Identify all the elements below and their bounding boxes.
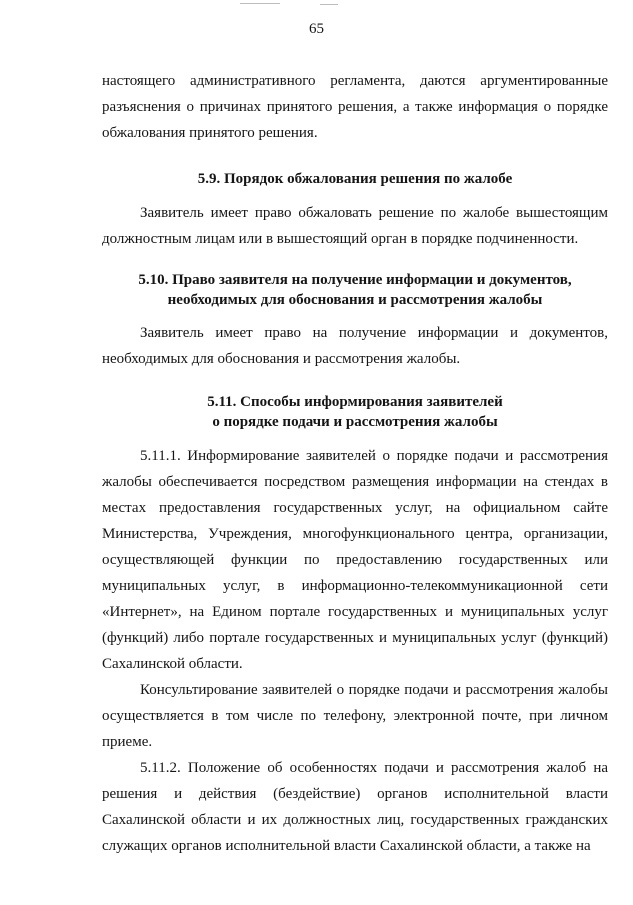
paragraph-text: 5.11.2. Положение об особенностях подачи и рассмотрения жалоб на решения и действия (бездействие) органов исполнительной власти Сахалинской области и их должностных лиц, государственных гражданских служащих органов исполнительной власти Сахалинской области, а также на [102, 760, 608, 854]
scan-artifact [320, 4, 338, 5]
page-number: 65 [309, 21, 324, 37]
paragraph-text: настоящего административного регламента, даются аргументированные разъяснения о причинах принятого решения, а также информация о порядке обжалования принятого решения. [102, 73, 608, 141]
section-heading-5-10-line2: необходимых для обоснования и рассмотрения жалобы [167, 292, 543, 308]
paragraph-text: Консультирование заявителей о порядке подачи и рассмотрения жалобы осуществляется в том числе по телефону, электронной почте, при личном приеме. [102, 682, 608, 750]
paragraph-text: 5.11.1. Информирование заявителей о порядке подачи и рассмотрения жалобы обеспечивается посредством размещения информации на стендах в местах предоставления государственных услуг, на официальном сайте Министерства, Учреждения, многофункционального центра, организации, осуществляющей функции по предоставлению государственных или муниципальных услуг, в информационно-телекоммуникационной сети «Интернет», на Едином портале государственных и муниципальных услуг (функций) либо портале государственных и муниципальных услуг (функций) Сахалинской области. [102, 448, 608, 672]
paragraph-text: Заявитель имеет право на получение информации и документов, необходимых для обоснования и рассмотрения жалобы. [102, 325, 608, 367]
paragraph-text: Заявитель имеет право обжаловать решение по жалобе вышестоящим должностным лицам или в вышестоящий орган в порядке подчиненности. [102, 205, 608, 247]
section-heading-5-11-line1: 5.11. Способы информирования заявителей [207, 394, 503, 410]
section-heading-5-9: 5.9. Порядок обжалования решения по жалобе [197, 171, 513, 187]
scan-artifact [240, 3, 280, 4]
section-heading-5-11-line2: о порядке подачи и рассмотрения жалобы [212, 414, 498, 430]
section-heading-5-10-line1: 5.10. Право заявителя на получение информации и документов, [138, 272, 572, 288]
